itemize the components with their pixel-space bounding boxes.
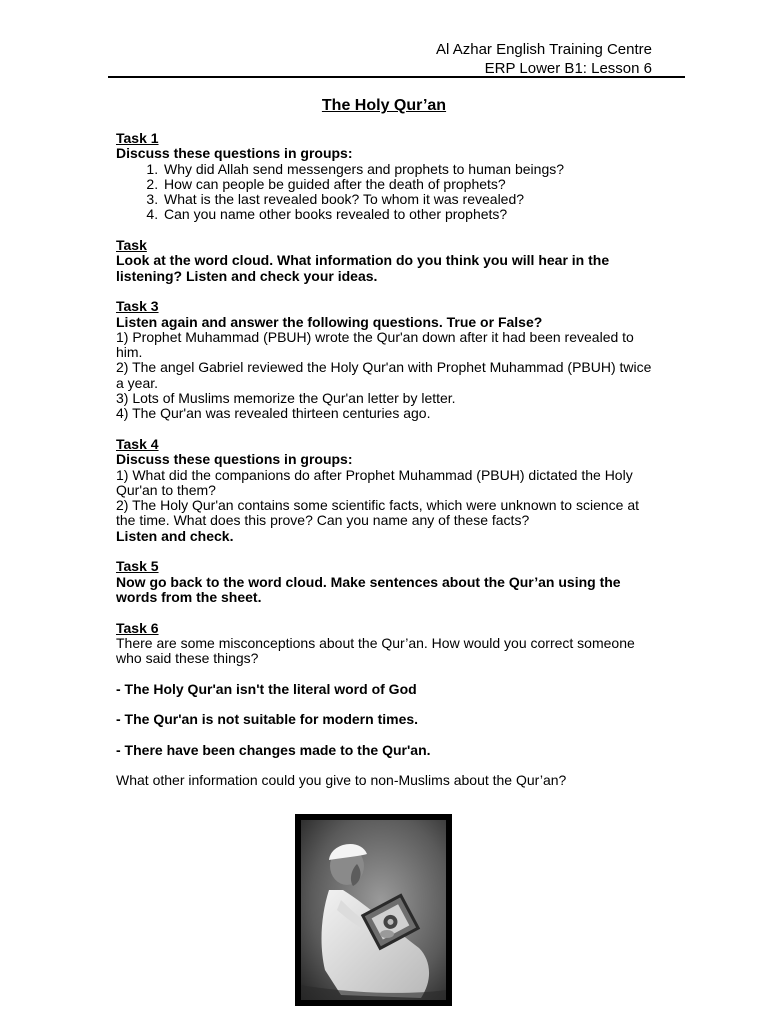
list-item: 1) Prophet Muhammad (PBUH) wrote the Qur'an down after it had been revealed to him. <box>116 328 634 361</box>
photo-illustration <box>301 820 446 1000</box>
task-4-label: Task 4 <box>116 435 159 452</box>
header-centre-name: Al Azhar English Training Centre <box>436 41 652 58</box>
task-2-label: Task <box>116 237 147 254</box>
task-3-instruction: Listen again and answer the following questions. True or False? <box>116 313 543 330</box>
task-1-label: Task 1 <box>116 130 159 146</box>
task-3 <box>116 299 656 421</box>
list-item: 1. Why did Allah send messengers and prophets to human beings? <box>162 162 656 177</box>
task-5 <box>116 559 656 605</box>
misconception-statement: - The Holy Qur'an isn't the literal word of God <box>116 680 417 697</box>
list-item: 4. Can you name other books revealed to other prophets? <box>162 207 656 222</box>
task-4-closing: Listen and check. <box>116 527 234 544</box>
task-1-instruction: Discuss these questions in groups: <box>116 145 353 162</box>
task-6-closing: What other information could you give to non-Muslims about the Qur’an? <box>116 772 567 789</box>
list-item: 2) The angel Gabriel reviewed the Holy Qur'an with Prophet Muhammad (PBUH) twice a year. <box>116 359 652 391</box>
task-6-intro: There are some misconceptions about the Qur’an. How would you correct someone who said these things? <box>116 634 635 667</box>
task-1-question-list <box>116 162 656 223</box>
task-4 <box>116 437 656 544</box>
page-title: The Holy Qur’an <box>321 97 447 114</box>
task-2 <box>116 238 656 284</box>
header-divider <box>108 76 685 78</box>
list-item: 1) What did the companions do after Prophet Muhammad (PBUH) dictated the Holy Qur'an to them? <box>116 466 633 498</box>
header-lesson: ERP Lower B1: Lesson 6 <box>484 60 652 77</box>
list-item: 3. What is the last revealed book? To whom it was revealed? <box>162 192 656 207</box>
task-5-instruction: Now go back to the word cloud. Make sentences about the Qur’an using the words from the sheet. <box>116 573 621 605</box>
worksheet-body <box>116 131 656 789</box>
misconception-statement: - The Qur'an is not suitable for modern times. <box>116 711 419 728</box>
task-5-label: Task 5 <box>116 558 159 575</box>
task-2-instruction: Look at the word cloud. What information do you think you will hear in the listening? Listen and check your ideas. <box>116 252 610 284</box>
list-item: 2) The Holy Qur'an contains some scientific facts, which were unknown to science at the time. What does this prove? Can you name any of these facts? <box>116 497 639 529</box>
task-6 <box>116 621 656 789</box>
task-4-instruction: Discuss these questions in groups: <box>116 451 353 468</box>
task-1 <box>116 131 656 223</box>
list-item: 4) The Qur'an was revealed thirteen centuries ago. <box>116 405 431 422</box>
misconception-statement: - There have been changes made to the Qur'an. <box>116 741 431 758</box>
list-item: 3) Lots of Muslims memorize the Qur'an letter by letter. <box>116 390 456 407</box>
task-6-label: Task 6 <box>116 619 159 636</box>
document-header <box>108 40 684 78</box>
list-item: 2. How can people be guided after the death of prophets? <box>162 177 656 192</box>
boy-reading-quran-photo <box>295 814 452 1006</box>
task-3-label: Task 3 <box>116 298 159 315</box>
